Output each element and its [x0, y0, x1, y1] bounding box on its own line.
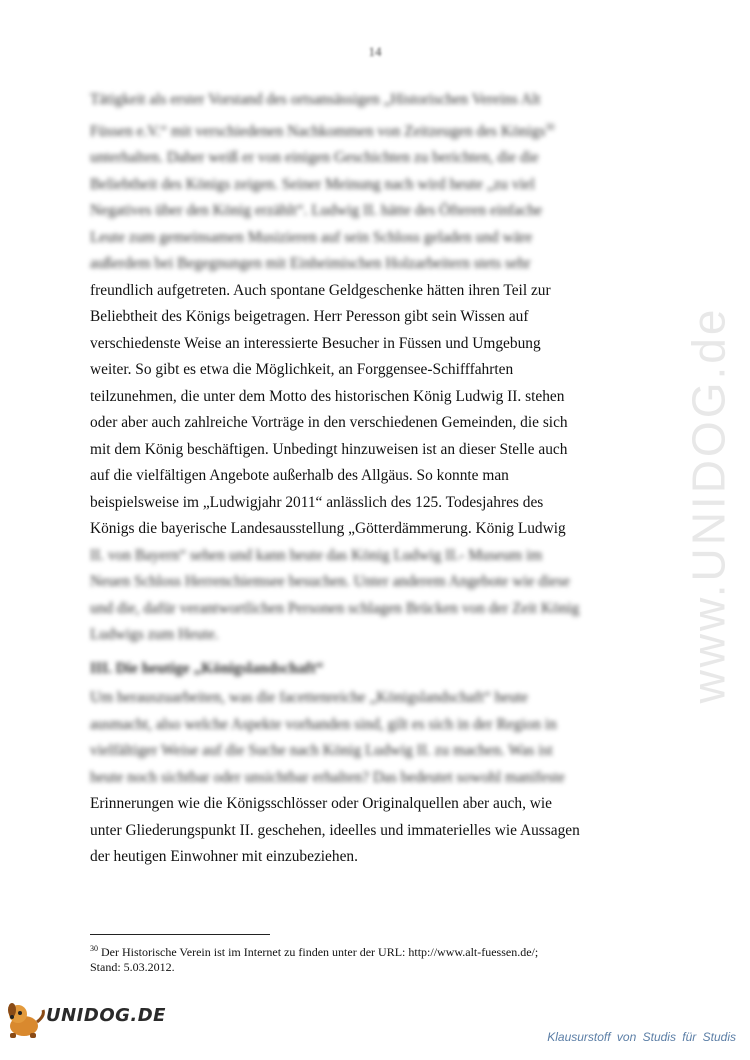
- text-line: verschiedenste Weise an interessierte Besucher in Füssen und Umgebung: [90, 334, 541, 352]
- text-line: Füssen e.V.“ mit verschiedenen Nachkommen von Zeitzeugen des Königs$^{30}$: [90, 121, 555, 140]
- text-line: Beliebtheit des Königs beigetragen. Herr Peresson gibt sein Wissen auf: [90, 308, 529, 326]
- text-line: außerdem bei Begegnungen mit Einheimischen Holzarbeitern stets sehr: [90, 255, 531, 273]
- text-line: beispielsweise im „Ludwigjahr 2011“ anlässlich des 125. Todesjahres des: [90, 493, 544, 511]
- text-line: und die, dafür verantwortlichen Personen schlagen Brücken von der Zeit König: [90, 599, 580, 617]
- text-line: heute noch sichtbar oder unsichtbar erhalten? Das bedeutet sowohl manifeste: [90, 768, 565, 786]
- section-body: [90, 685, 580, 871]
- blurred-preview-bottom: [90, 685, 576, 791]
- text-line: Tätigkeit als erster Vorstand des ortsansässigen „Historischen Vereins Alt: [90, 91, 541, 108]
- text-line: Negatives über den König erzählt“. Ludwig II. hätte des Öfteren einfache: [90, 202, 543, 220]
- watermark-text: www.UNIDOG.de: [682, 306, 735, 704]
- text-line: Ludwigs zum Heute.: [90, 626, 219, 644]
- paragraph-continuation: [90, 87, 580, 649]
- text-line: weiter. So gibt es etwa die Möglichkeit, an Forggensee-Schifffahrten: [90, 361, 514, 379]
- text-line: vielfältiger Weise auf die Suche nach König Ludwig II. zu machen. Was ist: [90, 742, 553, 759]
- text-line: II. von Bayern“ sehen und kann heute das König Ludwig II.- Museum im: [90, 546, 543, 564]
- text-line: mit dem König beschäftigen. Unbedingt hinzuweisen ist an dieser Stelle auch: [90, 440, 568, 458]
- watermark: [682, 275, 735, 735]
- visible-text: [90, 791, 580, 871]
- text-line: Beliebtheit des Königs zeigen. Seiner Meinung nach wird heute „zu viel: [90, 175, 535, 193]
- text-line: freundlich aufgetreten. Auch spontane Geldgeschenke hätten ihren Teil zur: [90, 281, 551, 299]
- section-heading: III. Die heutige „Königslandschaft“: [90, 660, 324, 677]
- footnote: [90, 941, 590, 975]
- footnote-divider: [90, 934, 270, 935]
- dog-mascot-icon: [4, 1000, 48, 1040]
- blurred-preview-top: [90, 87, 576, 278]
- footnote-number: 30: [90, 944, 98, 953]
- logo-text: UNIDOG.DE: [46, 1005, 166, 1026]
- text-line: unter Gliederungspunkt II. geschehen, ideelles und immaterielles wie Aussagen: [90, 821, 580, 839]
- text-line: oder aber auch zahlreiche Vorträge in den verschiedenen Gemeinden, die sich: [90, 414, 568, 432]
- text-line: der heutigen Einwohner mit einzubeziehen.: [90, 848, 358, 865]
- text-line: Neuen Schloss Herrenchiemsee besuchen. Unter anderem Angebote wie diese: [90, 573, 570, 591]
- text-line: Um herauszuarbeiten, was die facettenreiche „Königslandschaft“ heute: [90, 689, 529, 706]
- footnote-line: Stand: 5.03.2012.: [90, 960, 175, 974]
- footnote-reference: 30: [545, 121, 555, 132]
- text-line: Erinnerungen wie die Königsschlösser oder Originalquellen aber auch, wie: [90, 795, 552, 812]
- text-line: Königs die bayerische Landesausstellung „Götterdämmerung. König Ludwig: [90, 520, 566, 538]
- page-number: 14: [368, 44, 382, 59]
- footnote-line: $^{30}$ Der Historische Verein ist im Internet zu finden unter der URL: http://www.alt-fuessen.de/;: [90, 944, 539, 959]
- visible-text: [90, 278, 576, 543]
- text-line: teilzunehmen, die unter dem Motto des historischen König Ludwig II. stehen: [90, 387, 565, 405]
- blurred-preview-middle: [90, 543, 580, 649]
- text-line: auf die vielfältigen Angebote außerhalb des Allgäus. So konnte man: [90, 467, 509, 485]
- footer-tagline: Klausurstoff von Studis für Studis: [547, 1030, 736, 1044]
- text-line: unterhalten. Daher weiß er von einigen Geschichten zu berichten, die die: [90, 149, 539, 167]
- text-line: ausmacht, also welche Aspekte vorhanden sind, gilt es sich in der Region in: [90, 715, 557, 733]
- text-line: Leute zum gemeinsamen Musizieren auf sein Schloss geladen und wäre: [90, 228, 533, 246]
- unidog-logo[interactable]: [4, 1000, 166, 1040]
